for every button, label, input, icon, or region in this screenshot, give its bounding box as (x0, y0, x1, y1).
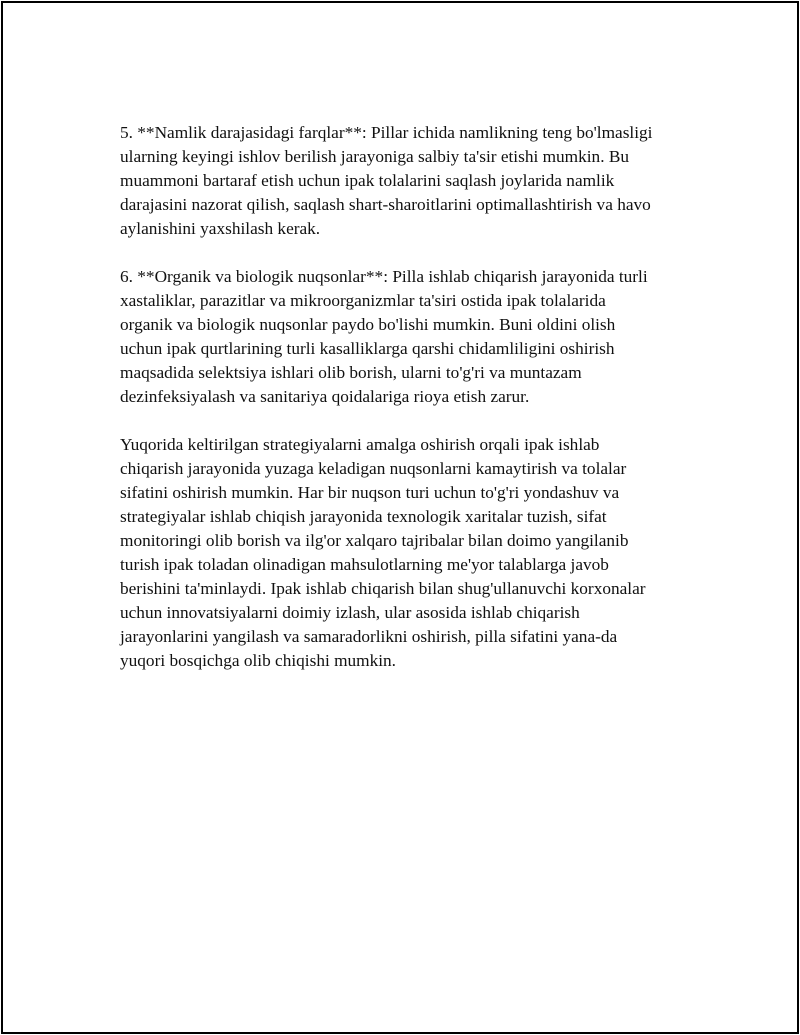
paragraph-humidity-differences: 5. **Namlik darajasidagi farqlar**: Pillar ichida namlikning teng bo'lmasligi ularning keyingi ishlov berilish jarayoniga salbiy ta'sir etishi mumkin. Bu muammoni bartaraf etish uchun ipak tolalarini saqlash joylarida namlik darajasini nazorat qilish, saqlash shart-sharoitlarini optimallashtirish va havo aylanishini yaxshilash kerak. (120, 123, 653, 238)
paragraph-conclusion: Yuqorida keltirilgan strategiyalarni amalga oshirish orqali ipak ishlab chiqarish jarayonida yuzaga keladigan nuqsonlarni kamaytirish va tolalar sifatini oshirish mumkin. Har bir nuqson turi uchun to'g'ri yondashuv va strategiyalar ishlab chiqish jarayonida texnologik xaritalar tuzish, sifat monitoringi olib borish va ilg'or xalqaro tajribalar bilan doimo yangilanib turish ipak toladan olinadigan mahsulotlarning me'yor talablarga javob berishini ta'minlaydi. Ipak ishlab chiqarish bilan shug'ullanuvchi korxonalar uchun innovatsiyalarni doimiy izlash, ular asosida ishlab chiqarish jarayonlarini yangilash va samaradorlikni oshirish, pilla sifatini yana-da yuqori bosqichga olib chiqishi mumkin. (120, 435, 646, 670)
document-page (1, 1, 799, 1034)
paragraph-organic-biological-defects: 6. **Organik va biologik nuqsonlar**: Pilla ishlab chiqarish jarayonida turli xastaliklar, parazitlar va mikroorganizmlar ta'siri ostida ipak tolalarida organik va biologik nuqsonlar paydo bo'lishi mumkin. Buni oldini olish uchun ipak qurtlarining turli kasalliklarga qarshi chidamliligini oshirish maqsadida selektsiya ishlari olib borish, ularni to'g'ri va muntazam dezinfeksiyalash va sanitariya qoidalariga rioya etish zarur. (120, 267, 648, 406)
document-body (120, 121, 700, 697)
